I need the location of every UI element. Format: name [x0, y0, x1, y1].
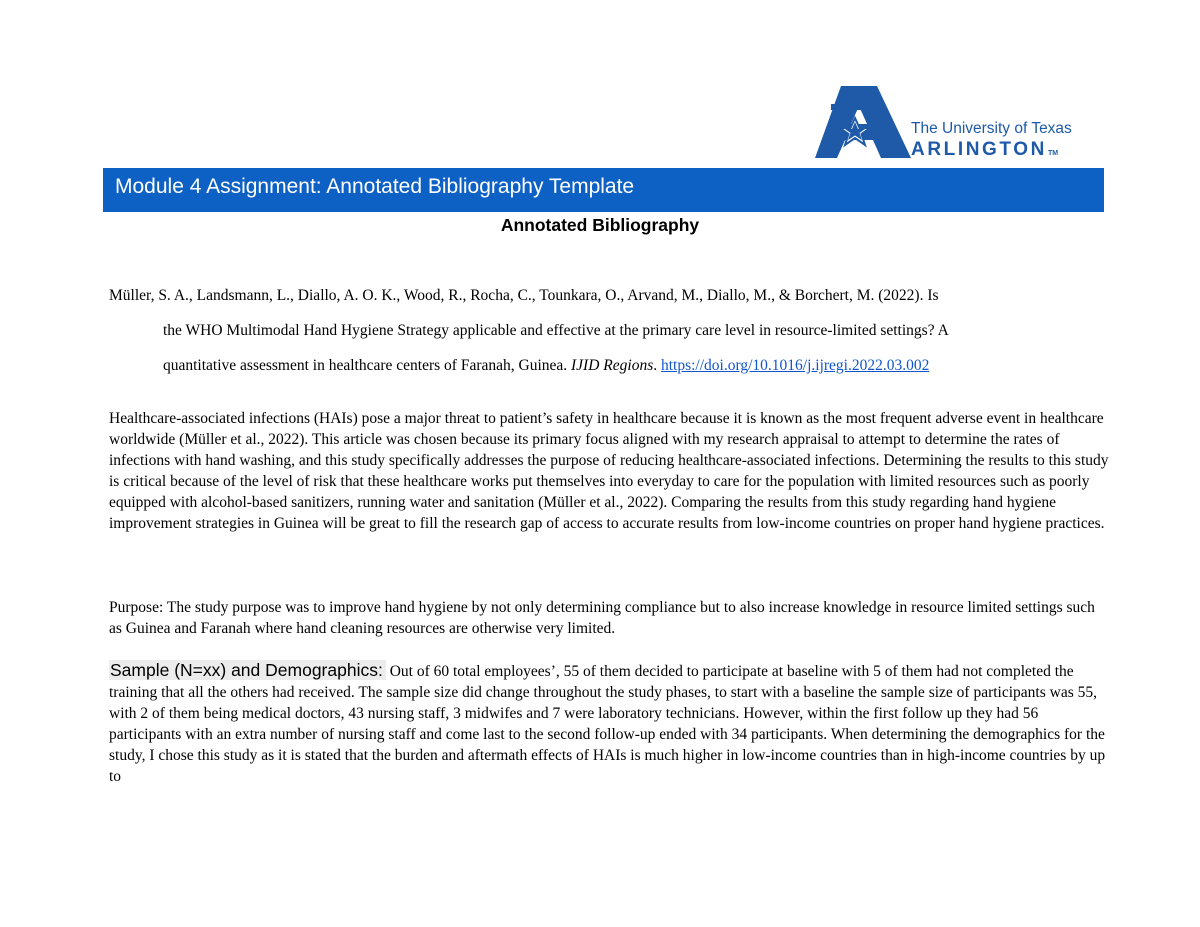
doi-link[interactable]: https://doi.org/10.1016/j.ijregi.2022.03.002 — [660, 357, 930, 374]
citation-punct: . — [653, 357, 661, 374]
citation-line-3-text: quantitative assessment in healthcare centers of Faranah, Guinea. — [163, 357, 572, 374]
logo-arlington-word: ARLINGTON — [911, 139, 1047, 160]
uta-a-star-icon — [815, 84, 915, 162]
citation-line-3 — [109, 348, 1119, 383]
citation-line-2: the WHO Multimodal Hand Hygiene Strategy applicable and effective at the primary care level in resource-limited settings? A — [163, 322, 949, 339]
sample-demographics-label: Sample (N=xx) and Demographics: — [109, 660, 386, 680]
intro-paragraph: Healthcare-associated infections (HAIs) pose a major threat to patient’s safety in healthcare because it is known as the most frequent adverse event in healthcare worldwide (Müller et al., 2022). This article was chosen because its primary focus aligned with my research appraisal to attempt to determine the rates of infections with hand washing, and this study specifically addresses the purpose of reducing healthcare-associated infections. Determining the results to this study is critical because of the level of risk that these healthcare works put themselves into everyday to care for the population with limited resources such as poorly equipped with alcohol-based sanitizers, running water and sanitation (Müller et al., 2022). Comparing the results from this study regarding hand hygiene improvement strategies in Guinea will be great to fill the research gap of access to accurate results from low-income countries on proper hand hygiene practices. — [109, 410, 1109, 532]
journal-title: IJID Regions — [571, 357, 654, 374]
logo-arlington-text — [911, 139, 1058, 161]
purpose-paragraph: Purpose: The study purpose was to improve hand hygiene by not only determining compliance but to also increase knowledge in resource limited settings such as Guinea and Faranah where hand cleaning resources are otherwise very limited. — [109, 599, 1095, 637]
citation-line-1: Müller, S. A., Landsmann, L., Diallo, A. O. K., Wood, R., Rocha, C., Tounkara, O., Arvand, M., Diallo, M., & Borchert, M. (2022). Is — [109, 287, 939, 304]
sample-demographics-text: Out of 60 total employees’, 55 of them decided to participate at baseline with 5 of them had not completed the training that all the others had received. The sample size did change throughout the study phases, to start with a baseline the sample size of participants was 55, with 2 of them being medical doctors, 43 nursing staff, 3 midwifes and 7 were laboratory technicians. However, within the first follow up they had 56 participants with an extra number of nursing staff and come last to the second follow-up ended with 34 participants. When determining the demographics for the study, I chose this study as it is stated that the burden and aftermath effects of HAIs is much higher in low-income countries than in high-income countries by up to — [109, 663, 1106, 785]
apa-citation — [109, 278, 1119, 383]
logo-trademark: TM — [1048, 150, 1059, 157]
page-heading: Annotated Bibliography — [500, 215, 700, 235]
module-title-banner: Module 4 Assignment: Annotated Bibliography Template — [103, 168, 1104, 212]
logo-university-text: The University of Texas — [911, 120, 1072, 137]
sample-paragraph — [109, 660, 1109, 787]
uta-logo — [815, 84, 1095, 162]
